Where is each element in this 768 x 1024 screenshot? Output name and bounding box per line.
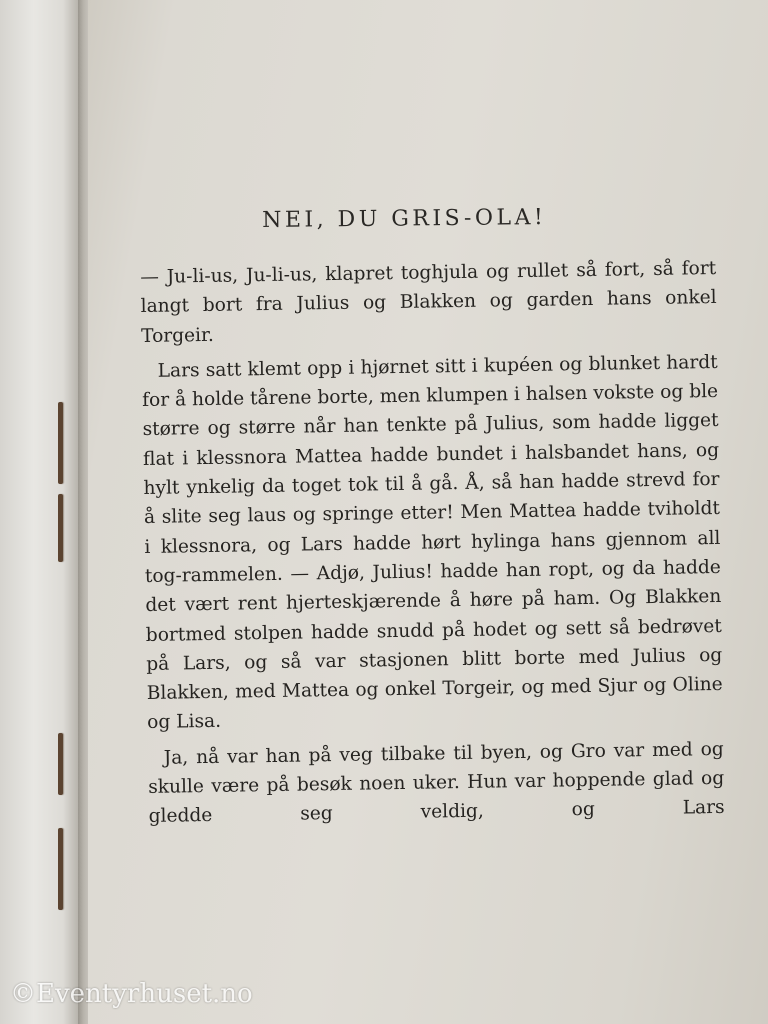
chapter-title: NEI, DU GRIS-OLA! (262, 205, 547, 233)
paragraph-3: Ja, nå var han på veg tilbake til byen, og Gro var med og skulle være på besøk noen uker. Hun var hoppende glad og gledde seg veldig, og Lars (148, 738, 725, 828)
binding-stitch (58, 733, 63, 795)
binding-stitch (58, 402, 63, 484)
watermark: ©Eventyrhuset.no (10, 979, 253, 1009)
binding-stitch (58, 828, 63, 910)
binding-stitch (58, 494, 63, 562)
paragraph-1: — Ju-li-us, Ju-li-us, klapret toghjula og rullet så fort, så fort langt bort fra Julius og Blakken og garden hans onkel Torgeir. (140, 257, 717, 347)
chapter-body (140, 254, 725, 838)
left-page-edge (0, 0, 84, 1024)
paragraph-2: Lars satt klemt opp i hjørnet sitt i kupéen og blunket hardt for å holde tårene borte, men klumpen i halsen vokste og ble større og større når han tenkte på Julius, som hadde ligget flat i klessnora Mattea hadde bundet i halsbandet hans, og hylt ynkelig da toget tok til å gå. Å, så han hadde strevd for å slite seg laus og springe etter! Men Mattea hadde tviholdt i klessnora, og Lars hadde hørt hylinga hans gjennom all tog-rammelen. — Adjø, Julius! hadde han ropt, og da hadde det vært rent hjerteskjærende å høre på ham. Og Blakken bortmed stolpen hadde snudd på hodet og sett så bedrøvet på Lars, og så var stasjonen blitt borte med Julius og Blakken, med Mattea og onkel Torgeir, og med Sjur og Oline og Lisa. (141, 351, 723, 734)
